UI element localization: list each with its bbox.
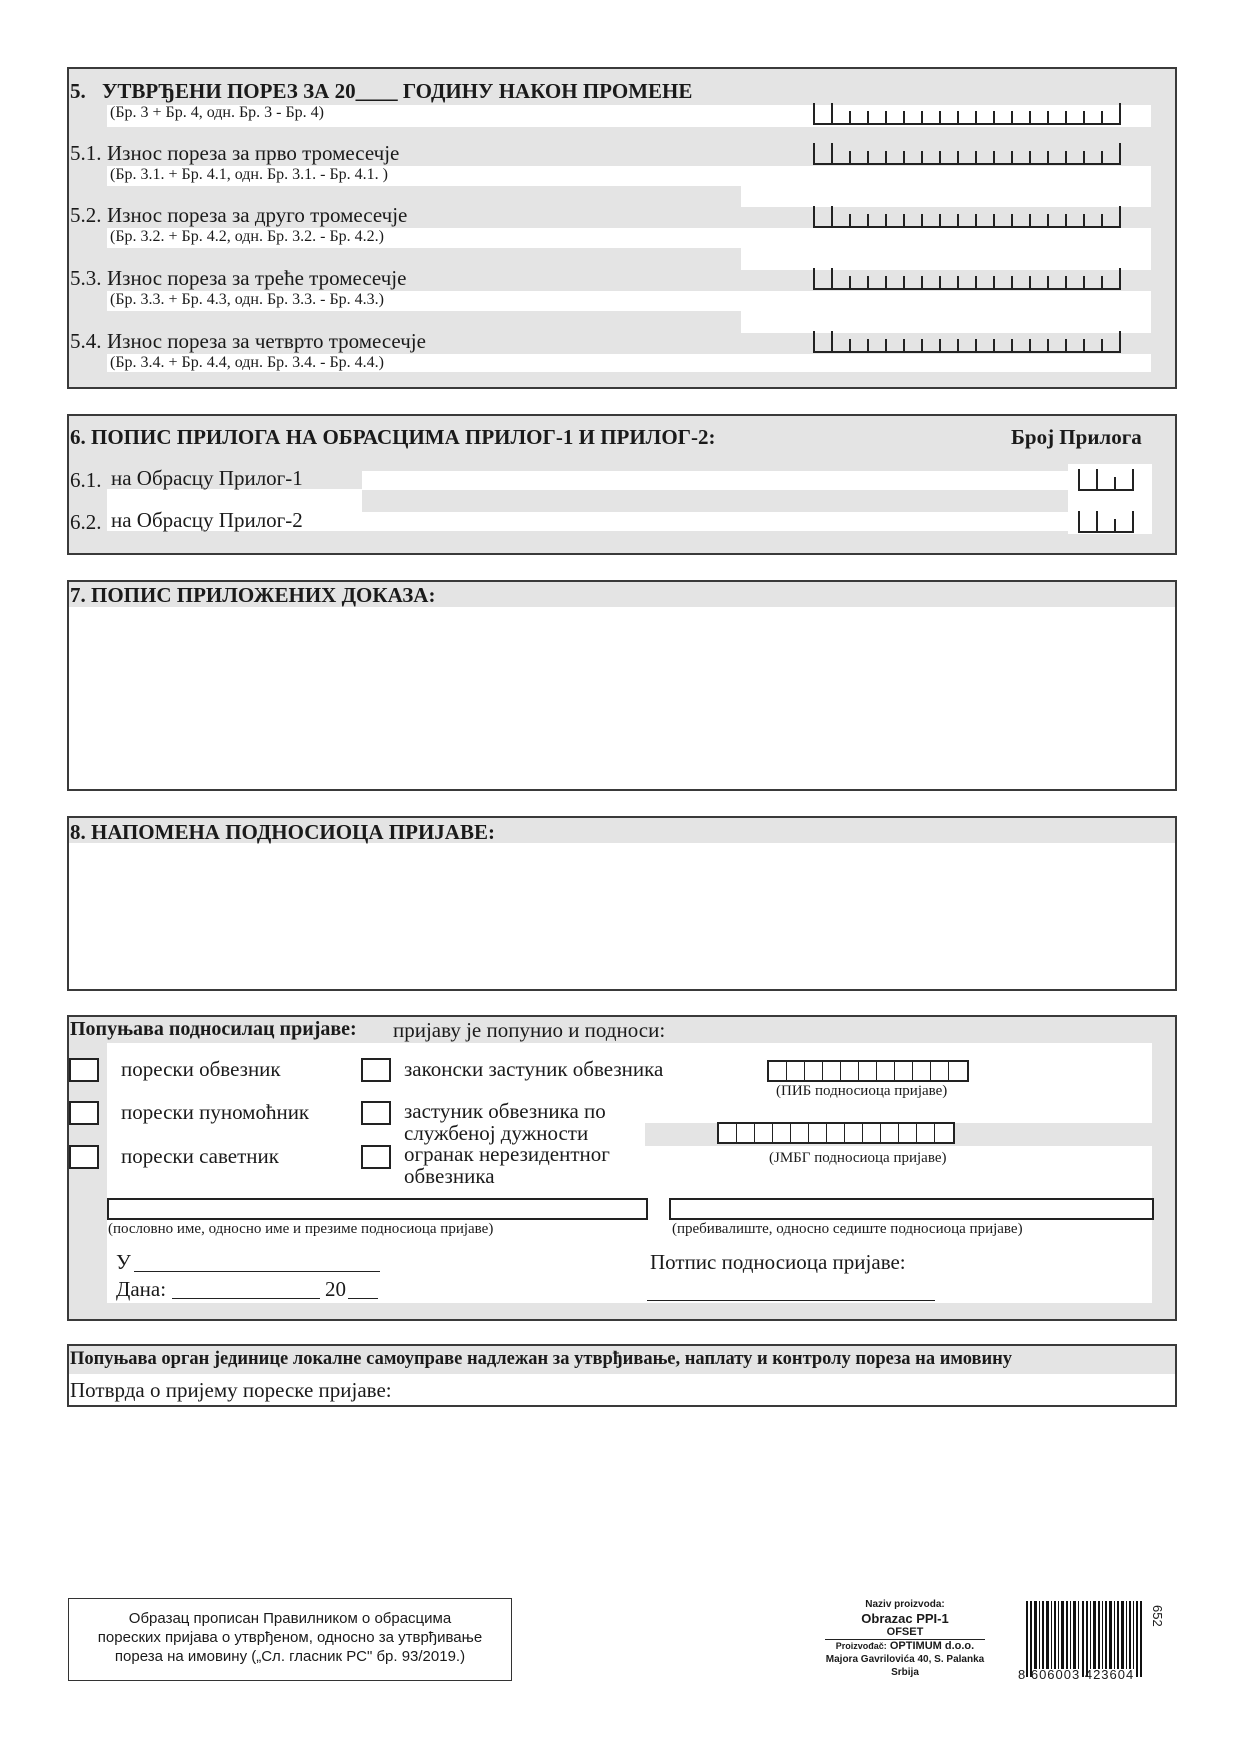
row-5-3-label: Износ пореза за треће тромесечје xyxy=(107,266,407,290)
row-5-3-formula: (Бр. 3.3. + Бр. 4.3, одн. Бр. 3.3. - Бр. 4.3.) xyxy=(110,291,384,308)
taxpayer-checkbox[interactable] xyxy=(69,1058,99,1082)
product-label: Naziv proizvoda: xyxy=(865,1599,945,1610)
taxpayer-label: порески обвезник xyxy=(121,1057,281,1081)
filer-address-label: (пребивалиште, односно седиште подносиоца пријаве) xyxy=(672,1221,1023,1237)
official-representative-line-2: службеној дужности xyxy=(404,1121,589,1145)
regulation-line-2: пореских пријава о утврђеном, односно за утврђивање xyxy=(97,1629,483,1646)
date-label: Дана: xyxy=(116,1277,167,1301)
jmbg-label: (ЈМБГ подносиоца пријаве) xyxy=(769,1150,947,1166)
product-name: Obrazac PPI-1 xyxy=(861,1611,949,1626)
nonresident-branch-label xyxy=(404,1143,610,1187)
barcode-digits: 8 606003 423604 xyxy=(1018,1667,1135,1682)
filer-title: Попуњава подносилац пријаве: xyxy=(70,1018,357,1040)
maker-label: Proizvođač: xyxy=(835,1641,887,1651)
official-representative-line-1: застуник обвезника по xyxy=(404,1099,606,1123)
product-code: 652 xyxy=(1150,1605,1165,1627)
row-5-1-amount-field[interactable] xyxy=(813,143,1121,165)
section-7-title: 7. ПОПИС ПРИЛОЖЕНИХ ДОКАЗА: xyxy=(70,583,436,607)
regulation-note xyxy=(68,1598,512,1681)
row-6-2-label: на Обрасцу Прилог-2 xyxy=(111,508,303,532)
row-5-4-label: Износ пореза за четврто тромесечје xyxy=(107,329,426,353)
section-5-number: 5. xyxy=(70,79,86,103)
section-5-formula: (Бр. 3 + Бр. 4, одн. Бр. 3 - Бр. 4) xyxy=(110,104,324,121)
row-6-1-label: на Обрасцу Прилог-1 xyxy=(111,466,303,490)
section-8-title: 8. НАПОМЕНА ПОДНОСИОЦА ПРИЈАВЕ: xyxy=(70,820,495,844)
row-6-1-number: 6.1. xyxy=(70,468,102,492)
receipt-confirmation-label: Потврда о пријему пореске пријаве: xyxy=(70,1378,392,1402)
tax-proxy-checkbox[interactable] xyxy=(69,1101,99,1125)
legal-representative-checkbox[interactable] xyxy=(361,1058,391,1082)
section-6-title: 6. ПОПИС ПРИЛОГА НА ОБРАСЦИМА ПРИЛОГ-1 И ПРИЛОГ-2: xyxy=(70,425,716,449)
tax-advisor-label: порески саветник xyxy=(121,1144,279,1168)
tax-proxy-label: порески пуномоћник xyxy=(121,1100,310,1124)
evidence-list-area[interactable] xyxy=(69,607,1175,789)
legal-representative-label: законски застуник обвезника xyxy=(404,1057,664,1081)
row-5-4-amount-field[interactable] xyxy=(813,331,1121,353)
row-5-2-formula: (Бр. 3.2. + Бр. 4.2, одн. Бр. 3.2. - Бр. 4.2.) xyxy=(110,228,384,245)
maker-country: Srbija xyxy=(891,1667,919,1678)
row-5-4-number: 5.4. xyxy=(70,329,102,353)
regulation-line-1: Образац прописан Правилником о обрасцима xyxy=(128,1610,452,1627)
signature-line[interactable] xyxy=(647,1280,935,1301)
row-6-1-count-field[interactable] xyxy=(1078,469,1134,491)
row-5-3-amount-field[interactable] xyxy=(813,268,1121,290)
row-5-1-number: 5.1. xyxy=(70,141,102,165)
section-5-title: УТВРЂЕНИ ПОРЕЗ ЗА 20____ ГОДИНУ НАКОН ПРОМЕНЕ xyxy=(102,79,693,103)
print-type: OFSET xyxy=(825,1626,985,1640)
row-6-2-count-field[interactable] xyxy=(1078,511,1134,533)
pib-label: (ПИБ подносиоца пријаве) xyxy=(776,1083,948,1099)
product-info xyxy=(810,1598,1000,1679)
date-line[interactable] xyxy=(172,1277,320,1299)
signature-label: Потпис подносиоца пријаве: xyxy=(650,1250,906,1274)
maker-name: OPTIMUM d.o.o. xyxy=(889,1640,975,1652)
attachment-count-header: Број Прилога xyxy=(1011,425,1142,449)
filer-note-area[interactable] xyxy=(69,843,1175,989)
filer-name-field[interactable] xyxy=(107,1198,648,1220)
barcode-image xyxy=(1018,1601,1172,1682)
jmbg-field[interactable] xyxy=(717,1122,955,1144)
place-label: У xyxy=(116,1250,131,1274)
row-5-4-formula: (Бр. 3.4. + Бр. 4.4, одн. Бр. 3.4. - Бр. 4.4.) xyxy=(110,354,384,371)
row-5-3-number: 5.3. xyxy=(70,266,102,290)
nonresident-branch-checkbox[interactable] xyxy=(361,1145,391,1169)
section-5-amount-field[interactable] xyxy=(813,103,1121,125)
filer-subtitle: пријаву је попунио и подноси: xyxy=(393,1018,666,1042)
nonresident-branch-line-1: огранак нерезидентног xyxy=(404,1142,610,1166)
row-6-2-number: 6.2. xyxy=(70,510,102,534)
year-line[interactable] xyxy=(348,1277,378,1299)
maker-address: Majora Gavrilovića 40, S. Palanka xyxy=(825,1654,985,1665)
tax-advisor-checkbox[interactable] xyxy=(69,1145,99,1169)
row-5-2-number: 5.2. xyxy=(70,203,102,227)
row-5-2-amount-field[interactable] xyxy=(813,206,1121,228)
official-representative-checkbox[interactable] xyxy=(361,1101,391,1125)
year-label: 20 xyxy=(325,1277,346,1301)
row-5-2-label: Износ пореза за друго тромесечје xyxy=(107,203,408,227)
row-5-1-label: Износ пореза за прво тромесечје xyxy=(107,141,400,165)
filer-address-field[interactable] xyxy=(669,1198,1154,1220)
official-representative-label xyxy=(404,1100,606,1144)
place-line[interactable] xyxy=(134,1250,380,1272)
pib-field[interactable] xyxy=(767,1060,969,1082)
regulation-line-3: пореза на имовину („Сл. гласник РС" бр. 93/2019.) xyxy=(114,1648,466,1665)
authority-title: Попуњава орган јединице локалне самоуправе надлежан за утврђивање, наплату и контролу пореза на имовину xyxy=(70,1349,1013,1369)
row-5-1-formula: (Бр. 3.1. + Бр. 4.1, одн. Бр. 3.1. - Бр. 4.1. ) xyxy=(110,166,388,183)
filer-name-label: (пословно име, односно име и презиме подносиоца пријаве) xyxy=(108,1221,494,1237)
nonresident-branch-line-2: обвезника xyxy=(404,1164,495,1188)
